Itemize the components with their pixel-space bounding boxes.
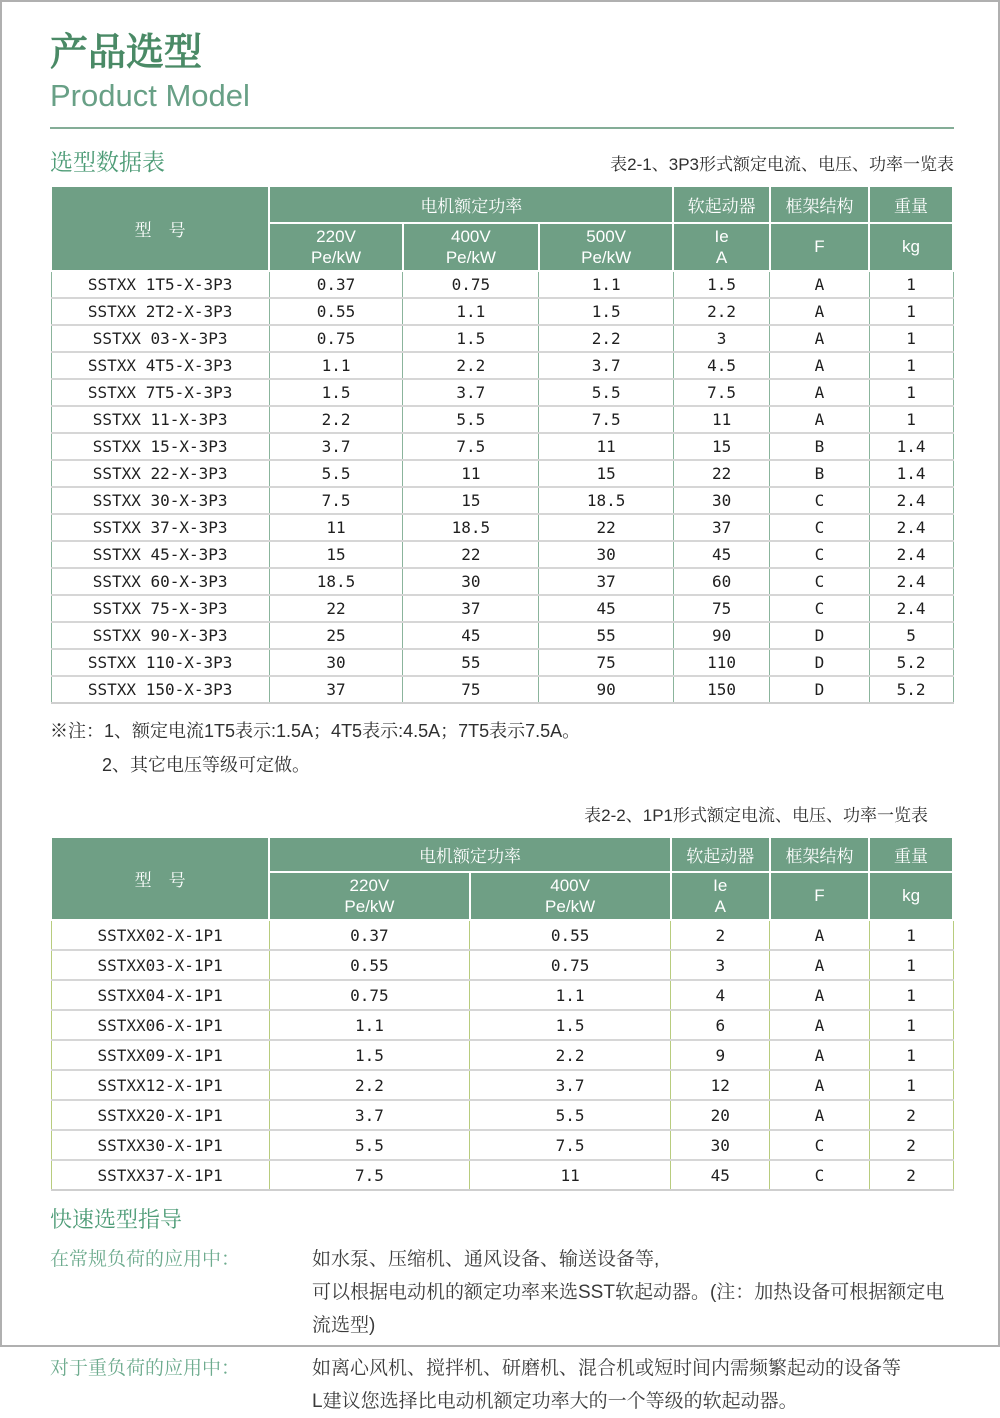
value-cell: 1.4 xyxy=(869,433,953,460)
value-cell: 30 xyxy=(269,649,402,676)
table1-body xyxy=(51,271,953,703)
value-cell: 11 xyxy=(269,514,402,541)
pe-unit-label: Pe/kW xyxy=(545,897,596,916)
voltage-label: 220V xyxy=(316,227,356,246)
value-cell: 15 xyxy=(539,460,673,487)
col-header-motor-power: 电机额定功率 xyxy=(269,186,673,223)
value-cell: A xyxy=(770,325,869,352)
value-cell: 4.5 xyxy=(673,352,770,379)
value-cell: 1 xyxy=(869,298,953,325)
value-cell: 1 xyxy=(869,325,953,352)
table-row xyxy=(51,980,953,1010)
model-cell: SSTXX 1T5-X-3P3 xyxy=(51,271,269,298)
table-row xyxy=(51,649,953,676)
model-cell: SSTXX 22-X-3P3 xyxy=(51,460,269,487)
table-row xyxy=(51,298,953,325)
table-3p3 xyxy=(50,185,954,704)
value-cell: 9 xyxy=(671,1040,770,1070)
model-cell: SSTXX03-X-1P1 xyxy=(51,950,269,980)
quick-guide-heading: 快速选型指导 xyxy=(50,1207,183,1232)
col-header-motor-power: 电机额定功率 xyxy=(269,837,670,872)
value-cell: 45 xyxy=(539,595,673,622)
value-cell: 45 xyxy=(673,541,770,568)
value-cell: 1.1 xyxy=(269,352,402,379)
model-cell: SSTXX 60-X-3P3 xyxy=(51,568,269,595)
value-cell: 1 xyxy=(869,1010,953,1040)
table1-header xyxy=(51,186,953,271)
value-cell: 3 xyxy=(671,950,770,980)
amp-unit-label: A xyxy=(715,248,728,267)
col-header-ie xyxy=(673,223,770,271)
table-row xyxy=(51,1070,953,1100)
col-header-400v xyxy=(470,872,671,920)
value-cell: 1 xyxy=(869,406,953,433)
value-cell: 55 xyxy=(403,649,539,676)
value-cell: 75 xyxy=(403,676,539,703)
col-header-frame: 框架结构 xyxy=(770,186,869,223)
value-cell: 15 xyxy=(269,541,402,568)
guide-item-heavy-load xyxy=(50,1352,954,1418)
value-cell: 2 xyxy=(869,1130,953,1160)
guide-label: 在常规负荷的应用中： xyxy=(50,1249,241,1270)
value-cell: A xyxy=(770,1100,869,1130)
value-cell: 5.5 xyxy=(470,1100,671,1130)
value-cell: 2 xyxy=(869,1100,953,1130)
table-row xyxy=(51,1040,953,1070)
table1-caption: 表2-1、3P3形式额定电流、电压、功率一览表 xyxy=(610,155,954,174)
table-row xyxy=(51,325,953,352)
col-header-kg: kg xyxy=(869,223,953,271)
value-cell: 1.5 xyxy=(269,379,402,406)
value-cell: 1.1 xyxy=(403,298,539,325)
value-cell: 12 xyxy=(671,1070,770,1100)
model-cell: SSTXX 11-X-3P3 xyxy=(51,406,269,433)
table-row xyxy=(51,541,953,568)
col-header-ie xyxy=(671,872,770,920)
value-cell: 1.5 xyxy=(470,1010,671,1040)
value-cell: 1.5 xyxy=(269,1040,469,1070)
value-cell: 2.2 xyxy=(403,352,539,379)
value-cell: 30 xyxy=(539,541,673,568)
value-cell: 37 xyxy=(403,595,539,622)
col-header-500v xyxy=(539,223,673,271)
value-cell: 7.5 xyxy=(269,1160,469,1190)
value-cell: A xyxy=(770,379,869,406)
pe-unit-label: Pe/kW xyxy=(310,248,362,267)
table-1p1 xyxy=(50,836,954,1191)
value-cell: 0.75 xyxy=(470,950,671,980)
section-row xyxy=(50,149,954,175)
value-cell: 25 xyxy=(269,622,402,649)
value-cell: 0.55 xyxy=(269,298,402,325)
model-cell: SSTXX 7T5-X-3P3 xyxy=(51,379,269,406)
guide-content xyxy=(312,1243,954,1342)
ie-label: Ie xyxy=(714,227,729,246)
col-header-model: 型 号 xyxy=(51,837,269,920)
value-cell: 6 xyxy=(671,1010,770,1040)
pe-unit-label: Pe/kW xyxy=(445,248,496,267)
value-cell: 15 xyxy=(403,487,539,514)
value-cell: 2.2 xyxy=(673,298,770,325)
table-row xyxy=(51,920,953,950)
value-cell: C xyxy=(770,595,869,622)
page-content xyxy=(2,2,998,1418)
table-row xyxy=(51,1100,953,1130)
table-row xyxy=(51,676,953,703)
value-cell: 18.5 xyxy=(269,568,402,595)
value-cell: 1.1 xyxy=(470,980,671,1010)
value-cell: 7.5 xyxy=(269,487,402,514)
value-cell: 2.4 xyxy=(869,595,953,622)
col-header-220v xyxy=(269,872,469,920)
value-cell: 1 xyxy=(869,950,953,980)
value-cell: 2.4 xyxy=(869,487,953,514)
pe-unit-label: Pe/kW xyxy=(344,897,395,916)
section-heading-selection-data: 选型数据表 xyxy=(50,149,165,175)
model-cell: SSTXX 45-X-3P3 xyxy=(51,541,269,568)
value-cell: 37 xyxy=(539,568,673,595)
value-cell: D xyxy=(770,649,869,676)
value-cell: 90 xyxy=(539,676,673,703)
value-cell: A xyxy=(770,271,869,298)
amp-unit-label: A xyxy=(714,897,726,916)
model-cell: SSTXX 15-X-3P3 xyxy=(51,433,269,460)
table-row xyxy=(51,622,953,649)
value-cell: 20 xyxy=(671,1100,770,1130)
table-row xyxy=(51,406,953,433)
page-subtitle: Product Model xyxy=(50,78,250,113)
value-cell: 30 xyxy=(673,487,770,514)
value-cell: C xyxy=(770,1160,869,1190)
model-cell: SSTXX 37-X-3P3 xyxy=(51,514,269,541)
table2-header xyxy=(51,837,953,920)
col-header-weight: 重量 xyxy=(869,837,953,872)
value-cell: 1.5 xyxy=(673,271,770,298)
value-cell: 2.4 xyxy=(869,514,953,541)
model-cell: SSTXX 150-X-3P3 xyxy=(51,676,269,703)
value-cell: 0.37 xyxy=(269,920,469,950)
value-cell: 22 xyxy=(403,541,539,568)
value-cell: 5.5 xyxy=(539,379,673,406)
value-cell: 1.5 xyxy=(539,298,673,325)
ie-label: Ie xyxy=(713,876,728,895)
col-header-400v xyxy=(403,223,539,271)
table-row xyxy=(51,271,953,298)
value-cell: 1 xyxy=(869,1040,953,1070)
value-cell: 3.7 xyxy=(269,433,402,460)
value-cell: 5.5 xyxy=(269,1130,469,1160)
value-cell: 5 xyxy=(869,622,953,649)
value-cell: 15 xyxy=(673,433,770,460)
value-cell: 55 xyxy=(539,622,673,649)
guide-text-line: L建议您选择比电动机额定功率大的一个等级的软起动器。 xyxy=(312,1391,798,1412)
value-cell: 3.7 xyxy=(470,1070,671,1100)
value-cell: A xyxy=(770,1040,869,1070)
model-cell: SSTXX06-X-1P1 xyxy=(51,1010,269,1040)
voltage-label: 400V xyxy=(451,227,491,246)
value-cell: B xyxy=(770,433,869,460)
value-cell: D xyxy=(770,676,869,703)
model-cell: SSTXX 4T5-X-3P3 xyxy=(51,352,269,379)
value-cell: 2.2 xyxy=(269,406,402,433)
table-row xyxy=(51,460,953,487)
value-cell: 22 xyxy=(269,595,402,622)
value-cell: 18.5 xyxy=(539,487,673,514)
value-cell: 1 xyxy=(869,379,953,406)
table-row xyxy=(51,487,953,514)
note-line-1: ※注：1、额定电流1T5表示:1.5A；4T5表示:4.5A；7T5表示7.5A。 xyxy=(50,721,581,741)
table-row xyxy=(51,1130,953,1160)
value-cell: 1.4 xyxy=(869,460,953,487)
guide-content xyxy=(312,1352,954,1418)
col-header-f: F xyxy=(770,872,869,920)
table2-body xyxy=(51,920,953,1190)
value-cell: 0.75 xyxy=(269,325,402,352)
value-cell: C xyxy=(770,487,869,514)
value-cell: 5.5 xyxy=(269,460,402,487)
value-cell: 7.5 xyxy=(403,433,539,460)
guide-label: 对于重负荷的应用中： xyxy=(50,1358,241,1379)
value-cell: 2 xyxy=(869,1160,953,1190)
value-cell: 2.4 xyxy=(869,568,953,595)
value-cell: 0.75 xyxy=(403,271,539,298)
table-row xyxy=(51,379,953,406)
value-cell: 4 xyxy=(671,980,770,1010)
table-row xyxy=(51,352,953,379)
value-cell: 37 xyxy=(269,676,402,703)
col-header-kg: kg xyxy=(869,872,953,920)
table-row xyxy=(51,1160,953,1190)
value-cell: 7.5 xyxy=(539,406,673,433)
value-cell: 2.2 xyxy=(269,1070,469,1100)
col-header-f: F xyxy=(770,223,869,271)
value-cell: 75 xyxy=(673,595,770,622)
value-cell: 3.7 xyxy=(403,379,539,406)
value-cell: 5.5 xyxy=(403,406,539,433)
value-cell: 1 xyxy=(869,1070,953,1100)
voltage-label: 220V xyxy=(349,876,390,895)
value-cell: D xyxy=(770,622,869,649)
value-cell: C xyxy=(770,541,869,568)
col-header-220v xyxy=(269,223,402,271)
value-cell: 7.5 xyxy=(470,1130,671,1160)
guide-text-line: 如水泵、压缩机、通风设备、输送设备等, xyxy=(312,1249,660,1270)
value-cell: 11 xyxy=(470,1160,671,1190)
value-cell: 75 xyxy=(539,649,673,676)
value-cell: C xyxy=(770,514,869,541)
page-title: 产品选型 xyxy=(50,32,203,74)
col-header-model: 型 号 xyxy=(51,186,269,271)
value-cell: 1 xyxy=(869,980,953,1010)
header-divider xyxy=(50,127,954,129)
value-cell: 37 xyxy=(673,514,770,541)
model-cell: SSTXX09-X-1P1 xyxy=(51,1040,269,1070)
value-cell: 0.75 xyxy=(269,980,469,1010)
value-cell: A xyxy=(770,1010,869,1040)
value-cell: 1 xyxy=(869,920,953,950)
value-cell: 1.1 xyxy=(539,271,673,298)
model-cell: SSTXX 03-X-3P3 xyxy=(51,325,269,352)
value-cell: 1.5 xyxy=(403,325,539,352)
table-row xyxy=(51,1010,953,1040)
value-cell: 2.2 xyxy=(470,1040,671,1070)
value-cell: C xyxy=(770,568,869,595)
table2-caption: 表2-2、1P1形式额定电流、电压、功率一览表 xyxy=(584,806,928,825)
value-cell: 11 xyxy=(403,460,539,487)
value-cell: 2.4 xyxy=(869,541,953,568)
value-cell: 5.2 xyxy=(869,676,953,703)
col-header-soft-starter: 软起动器 xyxy=(671,837,770,872)
value-cell: 7.5 xyxy=(673,379,770,406)
guide-text-line: 如离心风机、搅拌机、研磨机、混合机或短时间内需频繁起动的设备等 xyxy=(312,1358,902,1379)
voltage-label: 500V xyxy=(586,227,626,246)
model-cell: SSTXX20-X-1P1 xyxy=(51,1100,269,1130)
table-row xyxy=(51,514,953,541)
value-cell: 30 xyxy=(671,1130,770,1160)
value-cell: 1.1 xyxy=(269,1010,469,1040)
value-cell: 22 xyxy=(539,514,673,541)
value-cell: 45 xyxy=(403,622,539,649)
value-cell: 150 xyxy=(673,676,770,703)
note-line-2: 2、其它电压等级可定做。 xyxy=(102,755,311,775)
value-cell: A xyxy=(770,980,869,1010)
value-cell: C xyxy=(770,1130,869,1160)
col-header-soft-starter: 软起动器 xyxy=(673,186,770,223)
model-cell: SSTXX 2T2-X-3P3 xyxy=(51,298,269,325)
value-cell: 1 xyxy=(869,271,953,298)
model-cell: SSTXX 90-X-3P3 xyxy=(51,622,269,649)
value-cell: 5.2 xyxy=(869,649,953,676)
voltage-label: 400V xyxy=(550,876,590,895)
col-header-weight: 重量 xyxy=(869,186,953,223)
table1-notes xyxy=(50,720,954,776)
model-cell: SSTXX37-X-1P1 xyxy=(51,1160,269,1190)
value-cell: 18.5 xyxy=(403,514,539,541)
value-cell: A xyxy=(770,950,869,980)
value-cell: 11 xyxy=(539,433,673,460)
pe-unit-label: Pe/kW xyxy=(581,248,632,267)
value-cell: A xyxy=(770,920,869,950)
col-header-frame: 框架结构 xyxy=(770,837,869,872)
value-cell: A xyxy=(770,406,869,433)
value-cell: 60 xyxy=(673,568,770,595)
value-cell: 3 xyxy=(673,325,770,352)
value-cell: 0.37 xyxy=(269,271,402,298)
model-cell: SSTXX 75-X-3P3 xyxy=(51,595,269,622)
value-cell: 11 xyxy=(673,406,770,433)
value-cell: 2.2 xyxy=(539,325,673,352)
value-cell: 3.7 xyxy=(269,1100,469,1130)
value-cell: 90 xyxy=(673,622,770,649)
value-cell: 30 xyxy=(403,568,539,595)
table-row xyxy=(51,950,953,980)
value-cell: A xyxy=(770,1070,869,1100)
value-cell: 3.7 xyxy=(539,352,673,379)
model-cell: SSTXX02-X-1P1 xyxy=(51,920,269,950)
value-cell: 22 xyxy=(673,460,770,487)
model-cell: SSTXX 30-X-3P3 xyxy=(51,487,269,514)
value-cell: A xyxy=(770,298,869,325)
value-cell: 110 xyxy=(673,649,770,676)
value-cell: 1 xyxy=(869,352,953,379)
model-cell: SSTXX12-X-1P1 xyxy=(51,1070,269,1100)
guide-text-line: 可以根据电动机的额定功率来选SST软起动器。(注：加热设备可根据额定电流选型) xyxy=(312,1282,945,1336)
table-row xyxy=(51,595,953,622)
value-cell: 2 xyxy=(671,920,770,950)
value-cell: 0.55 xyxy=(269,950,469,980)
model-cell: SSTXX 110-X-3P3 xyxy=(51,649,269,676)
value-cell: 0.55 xyxy=(470,920,671,950)
table-row xyxy=(51,568,953,595)
model-cell: SSTXX30-X-1P1 xyxy=(51,1130,269,1160)
table-row xyxy=(51,433,953,460)
model-cell: SSTXX04-X-1P1 xyxy=(51,980,269,1010)
value-cell: 45 xyxy=(671,1160,770,1190)
value-cell: A xyxy=(770,352,869,379)
guide-item-normal-load xyxy=(50,1243,954,1342)
value-cell: B xyxy=(770,460,869,487)
